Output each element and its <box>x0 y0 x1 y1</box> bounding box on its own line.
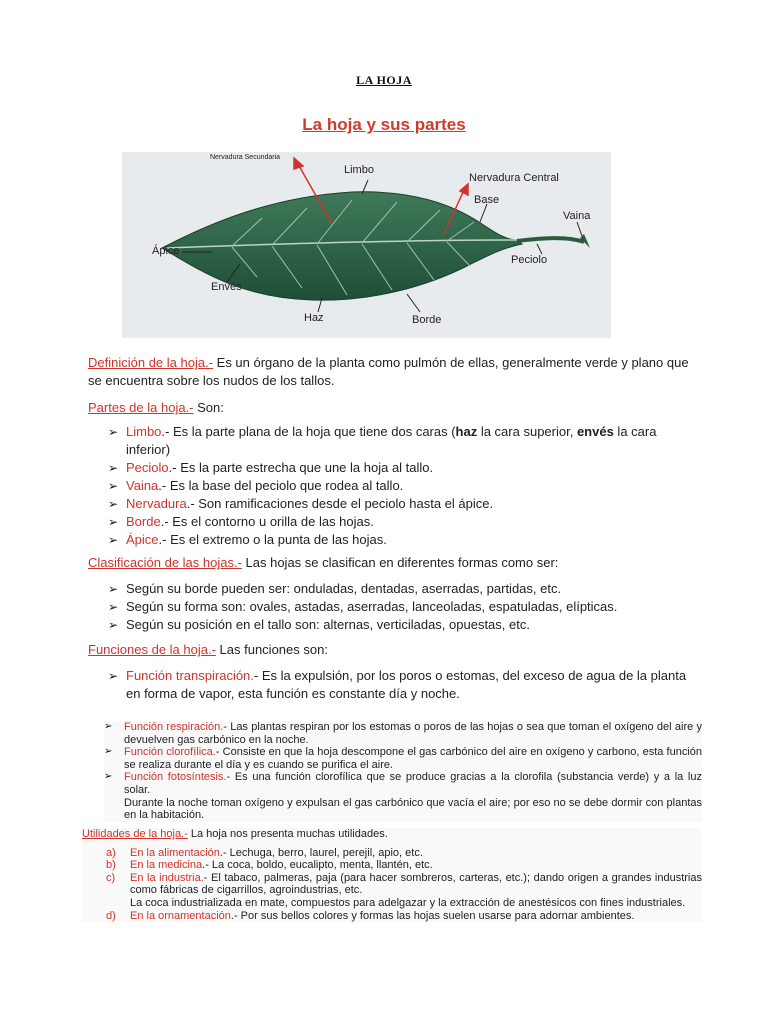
list-item: ➢ Nervadura.- Son ramificaciones desde el peciolo hasta el ápice. <box>108 496 494 511</box>
section-funciones-continued <box>104 721 702 822</box>
list-item: a) En la alimentación.- Lechuga, berro, laurel, perejil, apio, etc. <box>106 846 423 859</box>
partes-intro: Son: <box>193 400 224 415</box>
petiole <box>517 238 584 242</box>
clasificacion-intro: Las hojas se clasifican en diferentes formas como ser: <box>241 555 559 570</box>
list-item: ➢ Según su posición en el tallo son: alternas, verticiladas, opuestas, etc. <box>108 617 530 632</box>
label-vaina: Vaina <box>563 210 591 222</box>
definicion-text: Es un órgano de la planta como pulmón de ellas, generalmente verde y plano que se encuentra sobre los nudos de los tallos. <box>88 355 689 388</box>
clasificacion-list <box>108 580 698 634</box>
list-item: ➢ Peciolo.- Es la parte estrecha que une la hoja al tallo. <box>108 460 434 475</box>
list-item: ➢ Borde.- Es el contorno u orilla de las hojas. <box>108 514 374 529</box>
list-item: b) En la medicina.- La coca, boldo, eucalipto, menta, llantén, etc. <box>106 859 433 872</box>
list-item: d) En la ornamentación.- Por sus bellos colores y formas las hojas suelen usarse para adornar ambientes. <box>106 909 635 922</box>
list-item: ➢ Limbo.- Es la parte plana de la hoja que tiene dos caras (haz la cara superior, envés la cara inferior) <box>108 424 657 457</box>
arrow-bullet-icon: ➢ <box>108 515 119 529</box>
arrow-bullet-icon: ➢ <box>104 721 113 732</box>
label-peciolo: Peciolo <box>511 254 548 266</box>
funciones-more-list <box>104 721 702 822</box>
list-item: ➢ Función transpiración.- Es la expulsión, por los poros o estomas, del exceso de agua de la planta en forma de vapor, esta función es constante día y noche. <box>108 668 687 701</box>
label-limbo: Limbo <box>344 164 374 176</box>
label-enves: Envés <box>211 281 242 293</box>
arrow-bullet-icon: ➢ <box>108 461 119 475</box>
partes-list <box>108 423 698 549</box>
label-borde: Borde <box>412 314 442 326</box>
heading-definicion: Definición de la hoja.- <box>88 355 214 370</box>
arrow-bullet-icon: ➢ <box>108 425 119 439</box>
utilidades-list <box>106 847 702 923</box>
arrow-bullet-icon: ➢ <box>104 746 113 758</box>
section-utilidades <box>82 828 702 922</box>
heading-funciones: Funciones de la hoja.- <box>88 642 216 657</box>
arrow-bullet-icon: ➢ <box>108 618 119 632</box>
list-item: ➢ Función clorofílica.- Consiste en que la hoja descompone el gas carbónico del aire en oxígeno y carbono, esta función se realiza durante el día y es cuando se purifica el aire. <box>104 746 702 771</box>
label-nervadura-central: Nervadura Central <box>469 172 559 184</box>
figure-title: La hoja y sus partes <box>302 115 466 134</box>
arrow-bullet-icon: ➢ <box>108 533 119 547</box>
arrow-bullet-icon: ➢ <box>108 582 119 596</box>
heading-partes: Partes de la hoja.- <box>88 400 194 415</box>
funciones-list <box>108 667 698 703</box>
heading-utilidades: Utilidades de la hoja.- <box>82 828 188 840</box>
list-item: ➢ Función fotosíntesis.- Es una función clorofílica que se produce gracias a la clorofila (substancia verde) y a la luz solar. Durante la noche toman oxígeno y expulsan el gas carbónico que vacía el aire; por eso no se debe dormir con plantas en la habitación. <box>104 771 702 822</box>
label-apice: Ápice <box>152 245 180 257</box>
list-item: ➢ Según su forma son: ovales, astadas, aserradas, lanceoladas, espatuladas, elípticas. <box>108 599 618 614</box>
label-base: Base <box>474 194 500 206</box>
list-item: ➢ Ápice.- Es el extremo o la punta de las hojas. <box>108 532 387 547</box>
label-haz: Haz <box>304 312 324 324</box>
section-funciones <box>88 641 698 703</box>
list-item: c) En la industria.- El tabaco, palmeras, paja (para hacer sombreros, carteras, etc.); dando origen a grandes industrias como fábricas de cigarrillos, agroindustrias, etc. La coca industrializada en mate, compuestos para adelgazar y la extracción de anestésicos con fines industriales. <box>106 871 702 909</box>
arrow-bullet-icon: ➢ <box>108 600 119 614</box>
section-partes <box>88 399 698 549</box>
arrow-bullet-icon: ➢ <box>108 669 119 683</box>
leaf-diagram <box>122 152 611 338</box>
list-item: ➢ Según su borde pueden ser: onduladas, dentadas, aserradas, partidas, etc. <box>108 581 562 596</box>
utilidades-intro: La hoja nos presenta muchas utilidades. <box>187 828 388 840</box>
label-nervadura-secundaria: Nervadura Secundaria <box>210 154 281 161</box>
list-item: ➢ Función respiración.- Las plantas respiran por los estomas o poros de las hojas o sea que toman el oxígeno del aire y devuelven gas carbónico en la noche. <box>104 721 702 746</box>
arrow-bullet-icon: ➢ <box>104 771 113 783</box>
arrow-bullet-icon: ➢ <box>108 497 119 511</box>
list-item: ➢ Vaina.- Es la base del peciolo que rodea al tallo. <box>108 478 404 493</box>
section-clasificacion <box>88 554 698 634</box>
funciones-intro: Las funciones son: <box>215 642 328 657</box>
arrow-bullet-icon: ➢ <box>108 479 119 493</box>
heading-clasificacion: Clasificación de las hojas.- <box>88 555 242 570</box>
document-title: LA HOJA <box>356 73 412 87</box>
section-definicion <box>88 354 698 390</box>
